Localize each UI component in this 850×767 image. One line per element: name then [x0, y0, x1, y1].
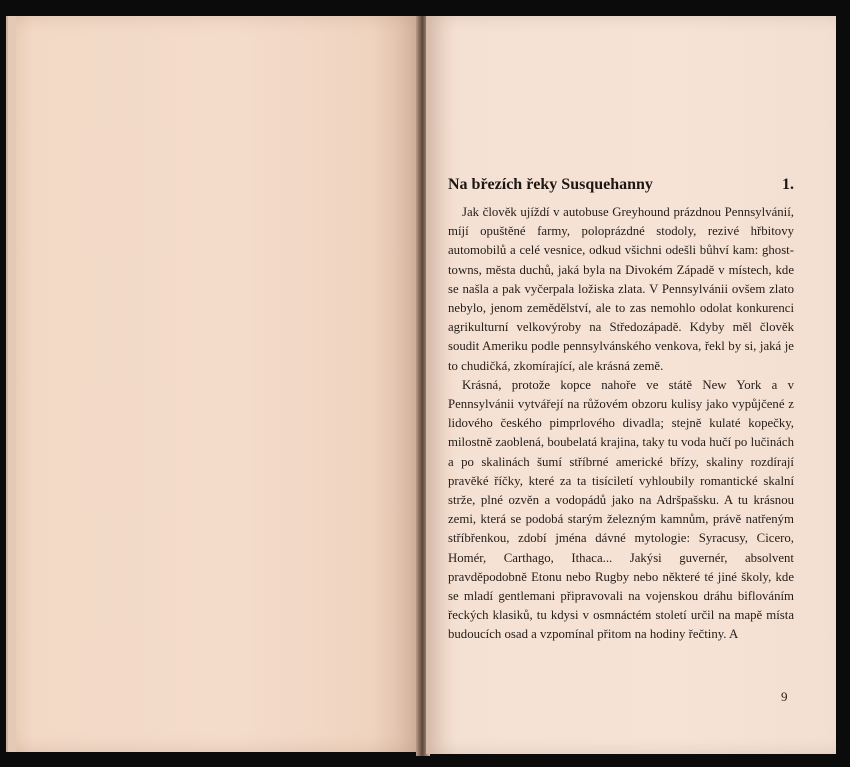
- open-book: [6, 16, 838, 756]
- left-page-blank: [6, 16, 420, 752]
- page-number: 9: [781, 689, 788, 704]
- body-text: [448, 203, 794, 645]
- chapter-title: Na březích řeky Susquehanny: [448, 176, 653, 193]
- paragraph-1: Jak člověk ujíždí v autobuse Greyhound prázdnou Pennsylvánií, míjí opuštěné farmy, poloprázdné stodoly, rezivé hřbitovy automobilů a celé vesnice, odkud všichni odešli bůhví kam: ghost-towns, města duchů, jaká byla na Divokém Západě v místech, kde se našla a pak vyčerpala ložiska zlata. V Pennsylvánii ovšem zlato nebylo, jenom zemědělství, ale to zas nemohlo odolat konkurenci agrikulturní velkovýroby na Středozápadě. Kdyby měl člověk soudit Ameriku podle pennsylvánského venkova, řekl by si, jaká je to chudičká, zkomírající, ale krásná země.: [448, 205, 794, 373]
- paragraph-2: Krásná, protože kopce nahoře ve státě New York a v Pennsylvánii vytvářejí na růžovém obzoru kulisy jako vypůjčené z lidového českého pimprlového divadla; stejně kulaté kopečky, milostně zaoblená, boubelatá krajina, taky tu voda hučí po lučinách a po skalinách šumí stříbrné americké břízy, skaliny rozdírají pravěké říčky, které za ta tisíciletí vyhloubily romantické skalní strže, plné ozvěn a vodopádů jako na Adršpašsku. A tu krásnou zemi, která se podobá starým železným kamnům, právě natřeným stříbřenkou, zdobí jména dávné mytologie: Syracusy, Cicero, Homér, Carthago, Ithaca... Jakýsi guvernér, absolvent pravděpodobně Etonu nebo Rugby nebo některé té jiné školy, kde se mladí gentlemani připravovali na vojenskou dráhu biflováním řeckých klasiků, tu kdysi v osmnáctém století určil na mapě místa budoucích osad a vzpomínal přitom na hodiny řečtiny. A: [448, 377, 794, 642]
- chapter-number: 1.: [782, 176, 794, 193]
- chapter-heading: [448, 176, 794, 194]
- right-page: [426, 16, 836, 754]
- page-edges: [8, 16, 16, 752]
